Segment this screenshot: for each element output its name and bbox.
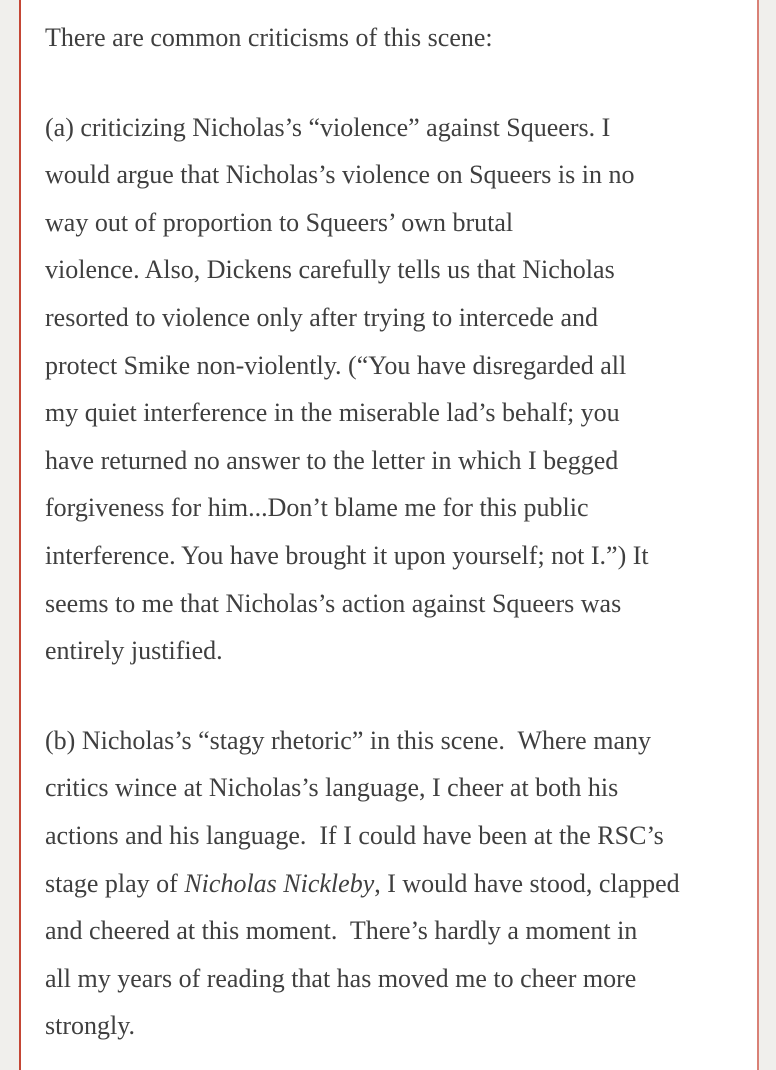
text-line: resorted to violence only after trying to intercede and (45, 302, 599, 332)
text-line: forgiveness for him...Don’t blame me for this public (45, 493, 589, 523)
text-line: entirely justified. (45, 636, 223, 666)
text-line: all my years of reading that has moved me to cheer more (45, 963, 637, 993)
text-line: and cheered at this moment. There’s hardly a moment in (45, 916, 638, 946)
text-line: seems to me that Nicholas’s action against Squeers was (45, 588, 622, 618)
article-body (45, 14, 739, 1050)
text-line: (b) Nicholas’s “stagy rhetoric” in this scene. Where many (45, 725, 651, 755)
italic-book-title: Nicholas Nickleby (184, 868, 375, 898)
text-line: violence. Also, Dickens carefully tells us that Nicholas (45, 255, 615, 285)
text-line: way out of proportion to Squeers’ own brutal (45, 207, 514, 237)
paragraph (45, 717, 739, 1050)
text-line: (a) criticizing Nicholas’s “violence” against Squeers. I (45, 112, 611, 142)
text-line: strongly. (45, 1011, 136, 1041)
text-line: There are common criticisms of this scene: (45, 23, 493, 52)
text-line: protect Smike non-violently. (“You have disregarded all (45, 350, 627, 380)
text-line: have returned no answer to the letter in which I begged (45, 445, 619, 475)
text-line: interference. You have brought it upon yourself; not I.”) It (45, 540, 649, 570)
text-line: critics wince at Nicholas’s language, I cheer at both his (45, 773, 619, 803)
paragraph (45, 14, 739, 62)
text-line: actions and his language. If I could have been at the RSC’s (45, 820, 664, 850)
text-line: would argue that Nicholas’s violence on Squeers is in no (45, 160, 635, 190)
text-line: stage play of Nicholas Nickleby, I would have stood, clapped (45, 868, 680, 898)
content-column (19, 0, 759, 1070)
paragraph (45, 104, 739, 675)
text-line: my quiet interference in the miserable lad’s behalf; you (45, 398, 620, 428)
